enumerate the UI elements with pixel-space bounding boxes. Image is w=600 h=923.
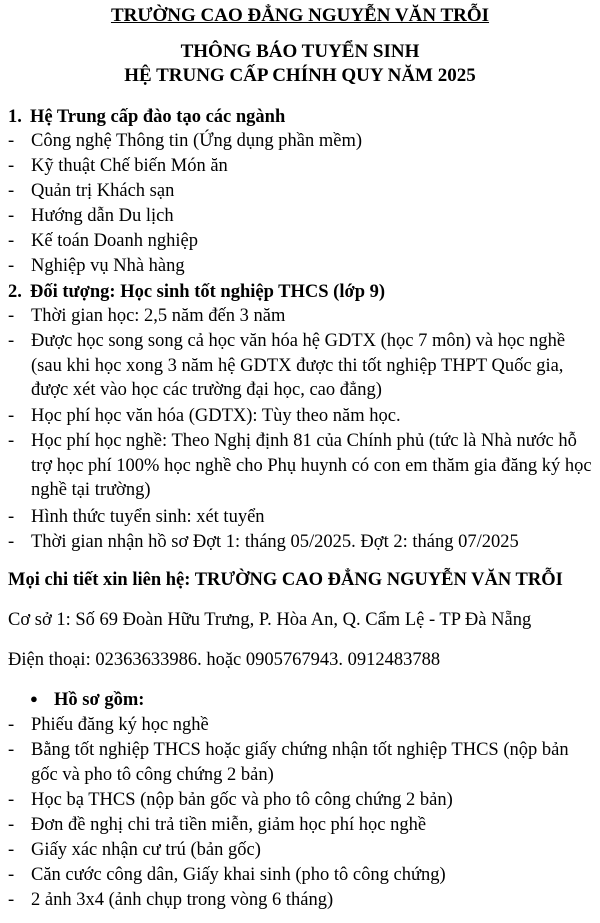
list-item: - Công nghệ Thông tin (Ứng dụng phần mềm) <box>8 131 363 151</box>
list-item: - Đơn đề nghị chi trả tiền miễn, giảm học phí học nghề <box>8 815 427 835</box>
notice-title: THÔNG BÁO TUYỂN SINH <box>180 41 420 62</box>
contact-address: Cơ sở 1: Số 69 Đoàn Hữu Trưng, P. Hòa An, Q. Cẩm Lệ - TP Đà Nẵng <box>8 610 532 630</box>
list-item: - Được học song song cả học văn hóa hệ GDTX (học 7 môn) và học nghề (sau khi học xong 3 năm hệ GDTX được thi tốt nghiệp THPT Quốc gia, được xét vào học các trường đại học, cao đẳng) <box>8 331 566 400</box>
list-item: - Hình thức tuyển sinh: xét tuyển <box>8 507 265 527</box>
section2-heading <box>8 280 385 305</box>
list-item: - Thời gian nhận hồ sơ Đợt 1: tháng 05/2025. Đợt 2: tháng 07/2025 <box>8 532 519 552</box>
list-item: - 2 ảnh 3x4 (ảnh chụp trong vòng 6 tháng) <box>8 890 334 910</box>
list-item: - Thời gian học: 2,5 năm đến 3 năm <box>8 306 286 326</box>
list-item: - Học phí học nghề: Theo Nghị định 81 của Chính phủ (tức là Nhà nước hỗ trợ học phí 100% học nghề cho Phụ huynh có con em thăm gia đăng ký học nghề tại trường) <box>8 431 592 500</box>
school-name: TRƯỜNG CAO ĐẲNG NGUYỄN VĂN TRỖI <box>110 5 490 26</box>
section2-heading-text: Đối tượng: Học sinh tốt nghiệp THCS (lớp 9) <box>30 282 386 302</box>
notice-subtitle: HỆ TRUNG CẤP CHÍNH QUY NĂM 2025 <box>124 65 476 86</box>
list-item: - Giấy xác nhận cư trú (bản gốc) <box>8 840 261 860</box>
section2-number: 2. <box>8 282 22 302</box>
list-item: - Học bạ THCS (nộp bản gốc và pho tô công chứng 2 bản) <box>8 790 453 810</box>
list-item: - Kế toán Doanh nghiệp <box>8 231 198 251</box>
documents-heading-text: Hồ sơ gồm: <box>54 690 145 710</box>
bullet-icon: ● <box>30 691 38 706</box>
list-item: - Nghiệp vụ Nhà hàng <box>8 256 185 276</box>
documents-heading <box>30 687 144 713</box>
list-item: - Bằng tốt nghiệp THCS hoặc giấy chứng nhận tốt nghiệp THCS (nộp bản gốc và pho tô công chứng 2 bản) <box>8 740 569 785</box>
list-item: - Kỹ thuật Chế biến Món ăn <box>8 156 228 176</box>
section1-heading-text: Hệ Trung cấp đào tạo các ngành <box>30 107 286 127</box>
list-item: - Học phí học văn hóa (GDTX): Tùy theo năm học. <box>8 406 401 426</box>
contact-title: Mọi chi tiết xin liên hệ: TRƯỜNG CAO ĐẲNG NGUYỄN VĂN TRỖI <box>8 570 563 590</box>
list-item: - Căn cước công dân, Giấy khai sinh (pho tô công chứng) <box>8 865 446 885</box>
contact-phone: Điện thoại: 02363633986. hoặc 0905767943. 0912483788 <box>8 650 441 670</box>
list-item: - Hướng dẫn Du lịch <box>8 206 174 226</box>
list-item: - Quản trị Khách sạn <box>8 181 175 201</box>
section1-heading <box>8 105 285 130</box>
list-item: - Phiếu đăng ký học nghề <box>8 715 209 735</box>
section1-number: 1. <box>8 107 22 127</box>
